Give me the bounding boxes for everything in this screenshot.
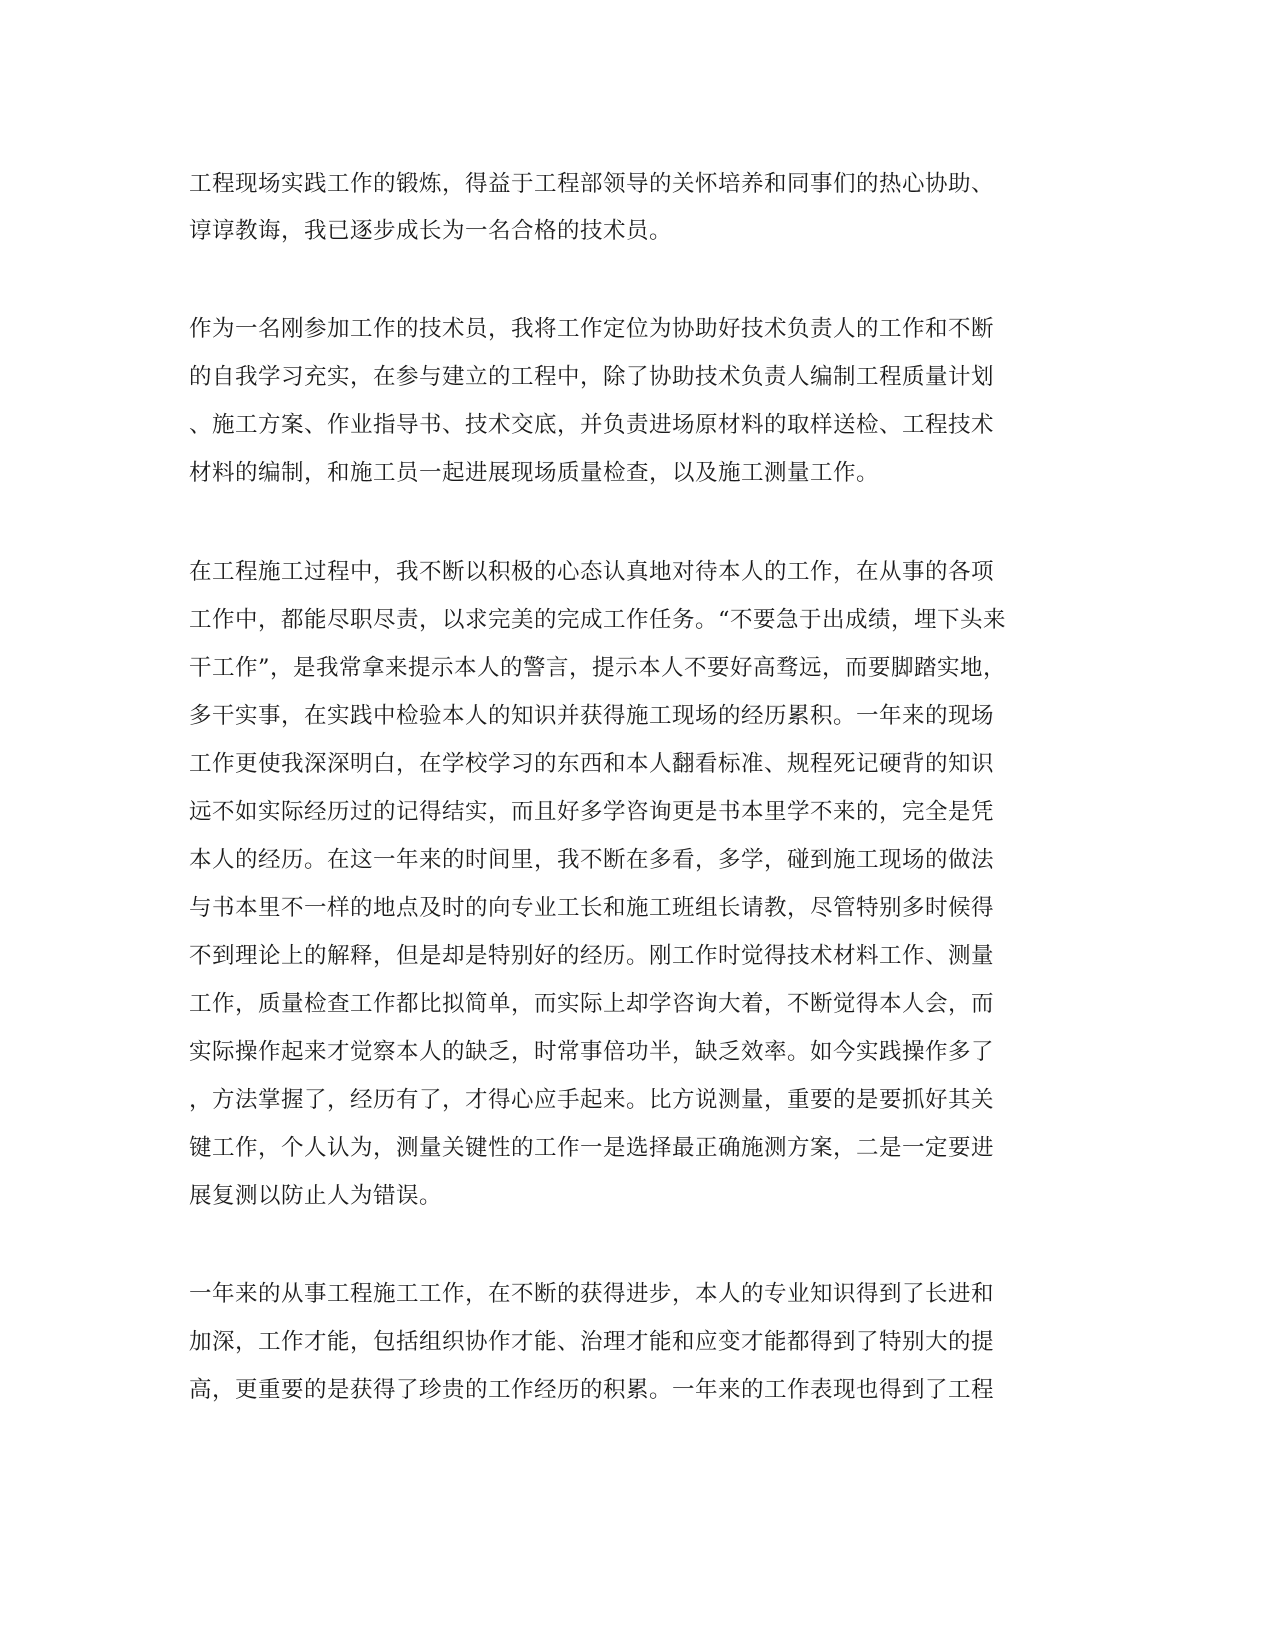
text-line: 与书本里不一样的地点及时的向专业工长和施工班组长请教，尽管特别多时候得 [189,895,995,921]
text-line: 不到理论上的解释，但是却是特别好的经历。刚工作时觉得技术材料工作、测量 [189,943,995,969]
text-line: 在工程施工过程中，我不断以积极的心态认真地对待本人的工作，在从事的各项 [189,559,995,585]
text-line: 实际操作起来才觉察本人的缺乏，时常事倍功半，缺乏效率。如今实践操作多了 [189,1039,995,1065]
text-line: 、施工方案、作业指导书、技术交底，并负责进场原材料的取样送检、工程技术 [189,412,995,438]
text-line: 材料的编制，和施工员一起进展现场质量检查，以及施工测量工作。 [189,460,880,486]
text-line: 一年来的从事工程施工工作，在不断的获得进步，本人的专业知识得到了长进和 [189,1281,995,1307]
text-line: 作为一名刚参加工作的技术员，我将工作定位为协助好技术负责人的工作和不断 [189,316,995,342]
text-line: 干工作”，是我常拿来提示本人的警言，提示本人不要好高骛远，而要脚踏实地， [189,655,1007,681]
text-line: 谆谆教诲，我已逐步成长为一名合格的技术员。 [189,218,673,244]
text-line: 的自我学习充实，在参与建立的工程中，除了协助技术负责人编制工程质量计划 [189,364,995,390]
text-line: 工作中，都能尽职尽责，以求完美的完成工作任务。“不要急于出成绩，埋下头来 [189,607,1007,633]
text-line: 工作更使我深深明白，在学校学习的东西和本人翻看标准、规程死记硬背的知识 [189,751,995,777]
text-line: 工程现场实践工作的锻炼，得益于工程部领导的关怀培养和同事们的热心协助、 [189,171,995,197]
text-line: 键工作，个人认为，测量关键性的工作一是选择最正确施测方案，二是一定要进 [189,1135,995,1161]
text-line: 展复测以防止人为错误。 [189,1183,443,1209]
text-line: 远不如实际经历过的记得结实，而且好多学咨询更是书本里学不来的，完全是凭 [189,799,995,825]
text-line: 工作，质量检查工作都比拟简单，而实际上却学咨询大着，不断觉得本人会，而 [189,991,995,1017]
text-line: 高，更重要的是获得了珍贵的工作经历的积累。一年来的工作表现也得到了工程 [189,1377,995,1403]
text-line: ，方法掌握了，经历有了，才得心应手起来。比方说测量，重要的是要抓好其关 [189,1087,995,1113]
text-line: 多干实事，在实践中检验本人的知识并获得施工现场的经历累积。一年来的现场 [189,703,995,729]
text-line: 本人的经历。在这一年来的时间里，我不断在多看，多学，碰到施工现场的做法 [189,847,995,873]
text-line: 加深，工作才能，包括组织协作才能、治理才能和应变才能都得到了特别大的提 [189,1329,995,1355]
